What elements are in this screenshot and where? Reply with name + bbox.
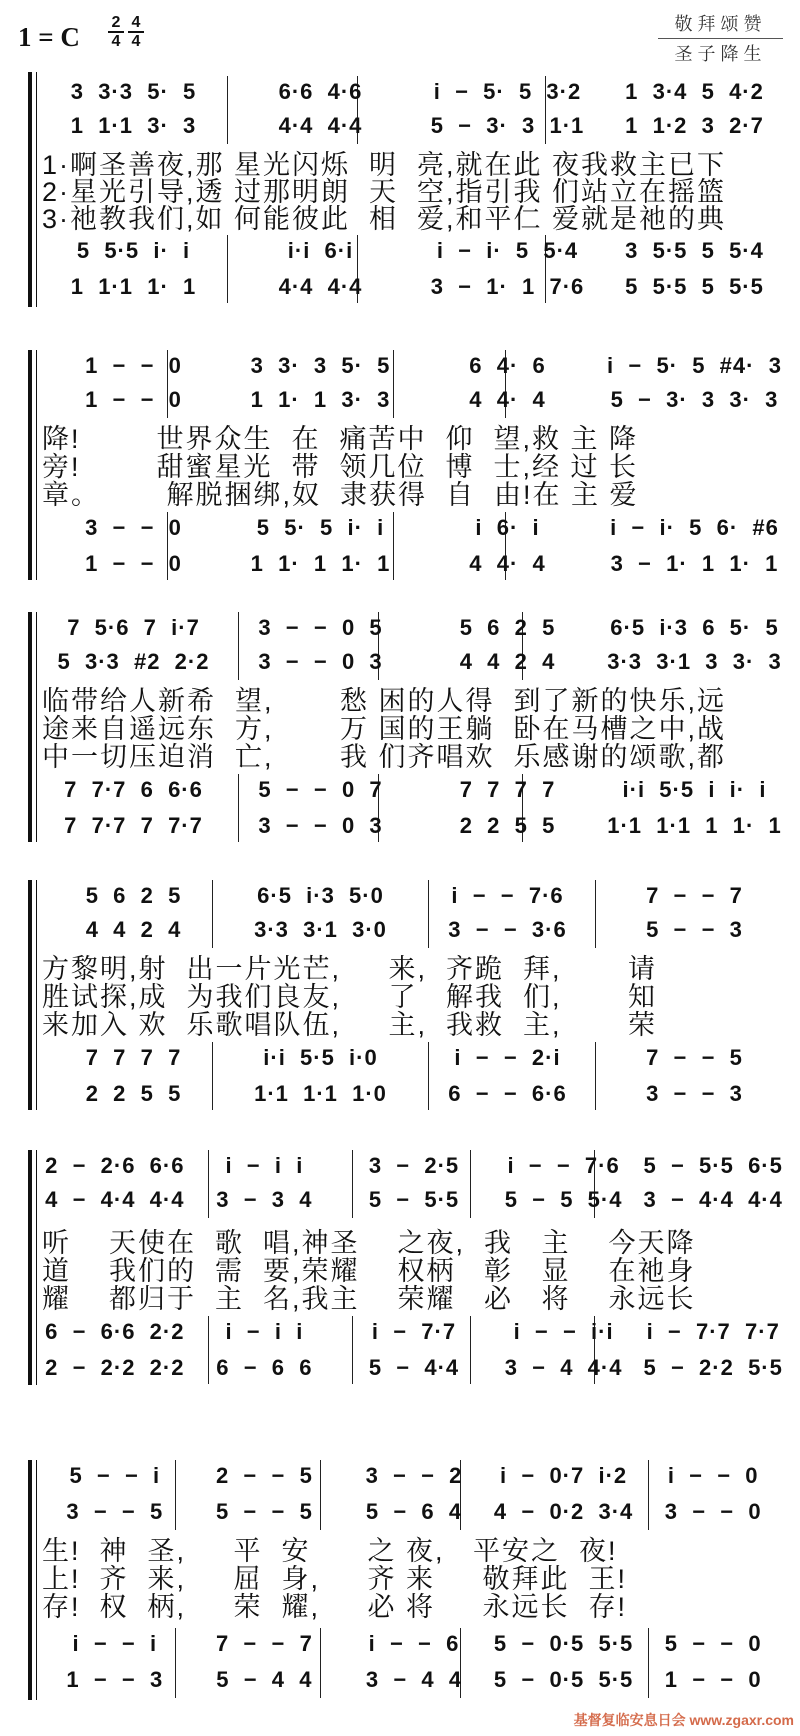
tenor-line: 7 7 7 7 i·i 5·5 i·0 i − − 2·i 7 − − 5 <box>85 1045 743 1070</box>
lyric-verse-3: 章。 解脱捆绑,奴 隶获得 自 由!在 主 爱 <box>42 480 639 510</box>
score-system-1 <box>0 72 800 307</box>
bass-line: 1 1·1 1· 1 4·4 4·4 3 − 1· 1 7·6 5 5·5 5 5·5 <box>70 274 764 299</box>
tenor-line: 6 − 6·6 2·2 i − i i i − 7·7 i − − i·i i − 7·7 7·7 <box>45 1319 780 1344</box>
score-system-2 <box>0 350 800 580</box>
bass-line: 1 − − 0 1 1· 1 1· 1 4 4· 4 3 − 1· 1 1· 1 <box>85 551 779 576</box>
lyric-verse-1: 降! 世界众生 在 痛苦中 仰 望,救 主 降 <box>42 424 639 454</box>
lyric-verse-2: 胜试探,成 为我们良友, 了 解我 们, 知 <box>42 982 658 1012</box>
bass-line: 2 2 5 5 1·1 1·1 1·0 6 − − 6·6 3 − − 3 <box>85 1081 743 1106</box>
lyric-verse-3: 来加入 欢 乐歌唱队伍, 主, 我救 主, 荣 <box>42 1010 658 1040</box>
alto-line: 1 1·1 3· 3 4·4 4·4 5 − 3· 3 1·1 1 1·2 3 2·7 <box>70 113 764 138</box>
time-signature-1: 2 4 <box>108 14 124 50</box>
bass-line: 1 − − 3 5 − 4 4 3 − 4 4 5 − 0·5 5·5 1 − − 0 <box>66 1667 762 1692</box>
lyric-verse-2: 途来自遥远东 方, 万 国的王躺 卧在马槽之中,战 <box>42 714 727 744</box>
site-watermark: 基督复临安息日会 www.zgaxr.com <box>573 1712 794 1728</box>
time-signature-2: 4 4 <box>128 14 144 50</box>
alto-line: 5 3·3 #2 2·2 3 − − 0 3 4 4 2 4 3·3 3·1 3 3· 3 <box>57 649 782 674</box>
lyric-verse-2: 上! 齐 来, 屈 身, 齐 来 敬拜此 王! <box>42 1564 628 1594</box>
soprano-line: 1 − − 0 3 3· 3 5· 5 6 4· 6 i − 5· 5 #4· 3 <box>85 353 782 378</box>
subtitle-topic: 圣子降生 <box>658 38 783 66</box>
bass-line: 7 7·7 7 7·7 3 − − 0 3 2 2 5 5 1·1 1·1 1 1· 1 <box>64 813 782 838</box>
lyric-verse-1: 临带给人新希 望, 愁 困的人得 到了新的快乐,远 <box>42 686 727 716</box>
alto-line: 1 − − 0 1 1· 1 3· 3 4 4· 4 5 − 3· 3 3· 3 <box>85 387 779 412</box>
alto-line: 3 − − 5 5 − − 5 5 − 6 4 4 − 0·2 3·4 3 − − 0 <box>66 1499 762 1524</box>
tenor-line: 5 5·5 i· i i·i 6·i i − i· 5 5·4 3 5·5 5 5·4 <box>76 238 764 263</box>
lyric-verse-1: 听 天使在 歌 唱,神圣 之夜, 我 主 今天降 <box>42 1228 696 1258</box>
alto-line: 4 − 4·4 4·4 3 − 3 4 5 − 5·5 5 − 5 5·4 3 − 4·4 4·4 <box>45 1187 783 1212</box>
score-system-5 <box>0 1150 800 1385</box>
lyric-verse-2: 2·星光引导,透 过那明朗 天 空,指引我 们站立在摇篮 <box>42 177 727 207</box>
lyric-verse-3: 耀 都归于 主 名,我主 荣耀 必 将 永远长 <box>42 1284 696 1314</box>
lyric-verse-1: 1·啊圣善夜,那 星光闪烁 明 亮,就在此 夜我救主已下 <box>42 150 727 180</box>
alto-line: 4 4 2 4 3·3 3·1 3·0 3 − − 3·6 5 − − 3 <box>85 917 743 942</box>
soprano-line: 5 − − i 2 − − 5 3 − − 2 i − 0·7 i·2 i − − 0 <box>69 1463 759 1488</box>
soprano-line: 2 − 2·6 6·6 i − i i 3 − 2·5 i − − 7·6 5 − 5·5 6·5 <box>45 1153 783 1178</box>
soprano-line: 5 6 2 5 6·5 i·3 5·0 i − − 7·6 7 − − 7 <box>85 883 743 908</box>
lyric-verse-3: 存! 权 柄, 荣 耀, 必 将 永远长 存! <box>42 1592 628 1622</box>
key-signature: 1 = C <box>18 22 80 52</box>
soprano-line: 3 3·3 5· 5 6·6 4·6 i − 5· 5 3·2 1 3·4 5 4·2 <box>70 79 764 104</box>
score-system-3 <box>0 612 800 842</box>
subtitle-category: 敬拜颂赞 <box>674 14 767 34</box>
score-system-4 <box>0 880 800 1110</box>
lyric-verse-1: 生! 神 圣, 平 安 之 夜, 平安之 夜! <box>42 1536 618 1566</box>
tenor-line: 3 − − 0 5 5· 5 i· i i 6· i i − i· 5 6· #6 <box>85 515 779 540</box>
score-system-6 <box>0 1460 800 1700</box>
lyric-verse-3: 中一切压迫消 亡, 我 们齐唱欢 乐感谢的颂歌,都 <box>42 742 727 772</box>
tenor-line: i − − i 7 − − 7 i − − 6 5 − 0·5 5·5 5 − − 0 <box>72 1631 762 1656</box>
lyric-verse-1: 方黎明,射 出一片光芒, 来, 齐跪 拜, 请 <box>42 954 658 984</box>
tenor-line: 7 7·7 6 6·6 5 − − 0 7 7 7 7 7 i·i 5·5 i i· i <box>64 777 767 802</box>
soprano-line: 7 5·6 7 i·7 3 − − 0 5 5 6 2 5 6·5 i·3 6 5· 5 <box>67 615 779 640</box>
lyric-verse-3: 3·祂教我们,如 何能彼此 相 爱,和平仁 爱就是祂的典 <box>42 204 727 234</box>
lyric-verse-2: 旁! 甜蜜星光 带 领几位 博 士,经 过 长 <box>42 452 639 482</box>
lyric-verse-2: 道 我们的 需 要,荣耀 权柄 彰 显 在祂身 <box>42 1256 696 1286</box>
bass-line: 2 − 2·2 2·2 6 − 6 6 5 − 4·4 3 − 4 4·4 5 − 2·2 5·5 <box>45 1355 783 1380</box>
